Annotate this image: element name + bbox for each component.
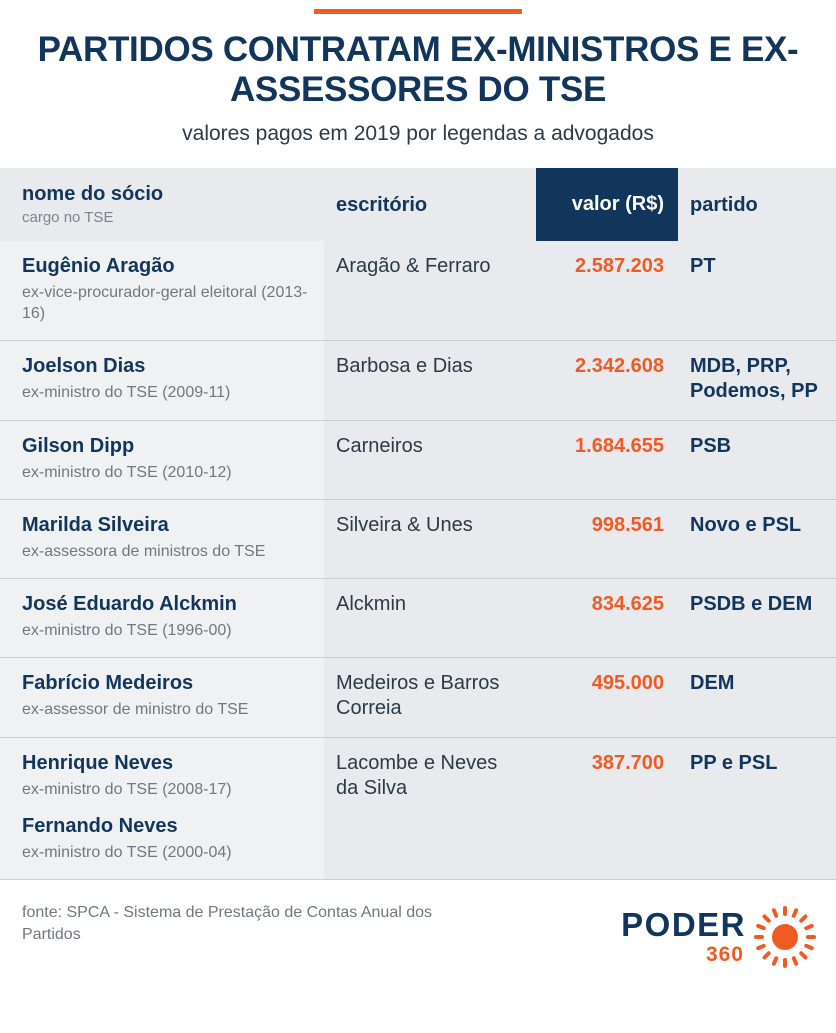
person-block [22, 434, 308, 483]
person-role: ex-assessora de ministros do TSE [22, 543, 266, 560]
table-row [0, 579, 836, 658]
person-role: ex-vice-procurador-geral eleitoral (2013-16) [22, 284, 308, 322]
table-row [0, 738, 836, 880]
valor-text: 387.700 [591, 752, 664, 774]
cell-partido [678, 241, 836, 341]
cell-nome [0, 500, 324, 579]
person-role: ex-assessor de ministro do TSE [22, 701, 249, 718]
cell-valor [536, 738, 678, 880]
cell-valor [536, 421, 678, 500]
cell-escritorio [324, 500, 536, 579]
footer [0, 879, 836, 993]
escritorio-text: Alckmin [336, 593, 407, 615]
cell-escritorio [324, 738, 536, 880]
cell-nome [0, 579, 324, 658]
person-name: Fernando Neves [22, 815, 178, 837]
cell-nome [0, 241, 324, 341]
person-block [22, 671, 308, 720]
person-role: ex-ministro do TSE (2000-04) [22, 844, 232, 861]
logo-secondary-text: 360 [705, 943, 744, 966]
table-row [0, 341, 836, 421]
column-header-escritorio [324, 168, 536, 241]
cell-nome [0, 421, 324, 500]
page-subtitle: valores pagos em 2019 por legendas a advogados [182, 122, 654, 145]
escritorio-text: Medeiros e Barros Correia [336, 672, 500, 719]
infographic-page [0, 9, 836, 1033]
partido-text: PP e PSL [690, 752, 778, 774]
cell-valor [536, 579, 678, 658]
cell-partido [678, 421, 836, 500]
column-header-nome-sublabel: cargo no TSE [22, 209, 114, 226]
cell-partido [678, 658, 836, 738]
table-row [0, 421, 836, 500]
cell-escritorio [324, 421, 536, 500]
column-header-partido [678, 168, 836, 241]
table-row [0, 241, 836, 341]
person-block [22, 814, 308, 863]
partido-text: PSB [690, 435, 732, 457]
person-role: ex-ministro do TSE (2008-17) [22, 781, 232, 798]
cell-partido [678, 500, 836, 579]
person-block [22, 592, 308, 641]
person-name: Fabrício Medeiros [22, 672, 194, 694]
person-role: ex-ministro do TSE (2010-12) [22, 464, 232, 481]
partido-text: PT [690, 255, 716, 277]
partido-text: DEM [690, 672, 735, 694]
escritorio-text: Silveira & Unes [336, 514, 473, 536]
table-row [0, 500, 836, 579]
valor-text: 2.587.203 [575, 255, 664, 277]
partido-text: Novo e PSL [690, 514, 802, 536]
escritorio-text: Aragão & Ferraro [336, 255, 491, 277]
logo-wordmark [621, 908, 746, 966]
data-table [0, 168, 836, 879]
table-header-row [0, 168, 836, 241]
column-header-escritorio-label: escritório [336, 193, 428, 216]
cell-valor [536, 658, 678, 738]
escritorio-text: Barbosa e Dias [336, 355, 473, 377]
person-block [22, 254, 308, 324]
cell-valor [536, 341, 678, 421]
cell-partido [678, 579, 836, 658]
person-name: Marilda Silveira [22, 514, 169, 536]
table-body [0, 241, 836, 879]
sun-icon [754, 906, 816, 968]
column-header-nome-label: nome do sócio [22, 183, 164, 205]
person-name: José Eduardo Alckmin [22, 593, 237, 615]
cell-escritorio [324, 579, 536, 658]
cell-nome [0, 738, 324, 880]
column-header-nome [0, 168, 324, 241]
table-header [0, 168, 836, 241]
person-name: Joelson Dias [22, 355, 146, 377]
person-name: Henrique Neves [22, 752, 174, 774]
partido-text: MDB, PRP, Podemos, PP [690, 355, 818, 402]
person-role: ex-ministro do TSE (2009-11) [22, 384, 231, 401]
valor-text: 998.561 [591, 514, 664, 536]
escritorio-text: Carneiros [336, 435, 423, 457]
valor-text: 834.625 [591, 593, 664, 615]
cell-escritorio [324, 241, 536, 341]
escritorio-text: Lacombe e Neves da Silva [336, 752, 498, 799]
logo-primary-text: PODER [621, 906, 746, 943]
cell-nome [0, 658, 324, 738]
cell-partido [678, 738, 836, 880]
table-row [0, 658, 836, 738]
valor-text: 2.342.608 [575, 355, 664, 377]
poder360-logo [621, 906, 816, 968]
cell-valor [536, 241, 678, 341]
cell-valor [536, 500, 678, 579]
person-block [22, 751, 308, 800]
cell-escritorio [324, 341, 536, 421]
page-title: PARTIDOS CONTRATAM EX-MINISTROS E EX-ASSESSORES DO TSE [37, 30, 799, 109]
cell-partido [678, 341, 836, 421]
column-header-valor-label: valor (R$) [571, 193, 664, 215]
header-block [0, 14, 836, 147]
column-header-valor [536, 168, 678, 241]
person-block [22, 354, 308, 403]
source-note: fonte: SPCA - Sistema de Prestação de Contas Anual dos Partidos [22, 904, 433, 943]
person-block [22, 513, 308, 562]
column-header-partido-label: partido [690, 193, 758, 216]
cell-escritorio [324, 658, 536, 738]
cell-nome [0, 341, 324, 421]
partido-text: PSDB e DEM [690, 593, 813, 615]
valor-text: 495.000 [591, 672, 664, 694]
person-name: Eugênio Aragão [22, 255, 175, 277]
valor-text: 1.684.655 [575, 435, 664, 457]
person-name: Gilson Dipp [22, 435, 135, 457]
person-role: ex-ministro do TSE (1996-00) [22, 622, 232, 639]
